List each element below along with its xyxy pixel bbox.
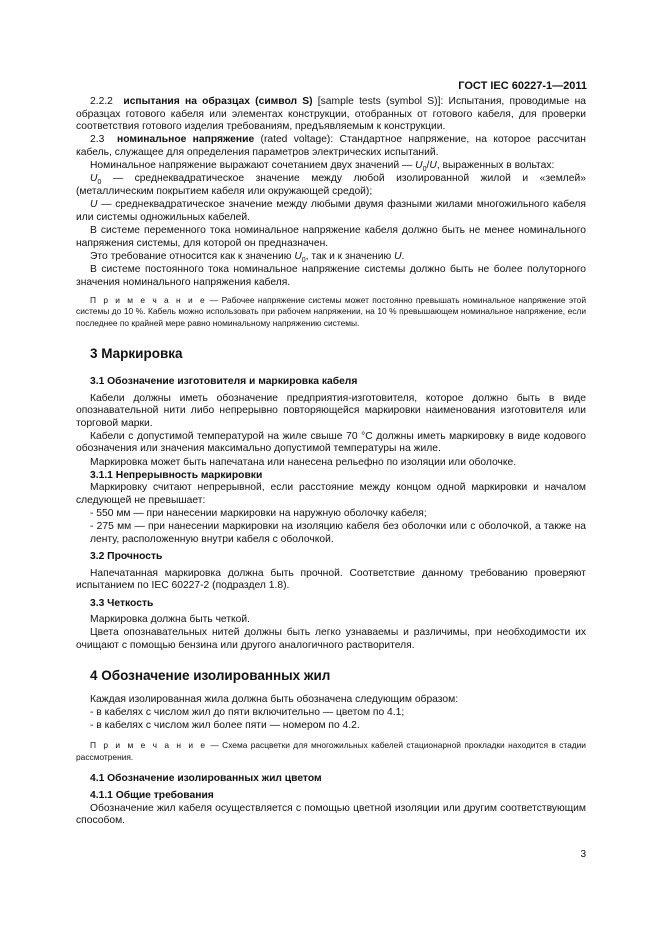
- body-text: [76, 96, 586, 829]
- clause-2-2-2: 2.2.2 испытания на образцах (символ S) [sample tests (symbol S)]: Испытания, проводимые на образцах готового кабеля или элементах конструкции, отобранных от готового кабеля, для проверки соответствия готового изделия требованиям, предъявляемым к конструкции.: [76, 96, 586, 133]
- list-item: - 275 мм — при нанесении маркировки на изоляцию кабеля без оболочки или с оболочкой, а также на ленту, расположенную внутри кабеля с оболочкой.: [90, 521, 586, 545]
- term-rated-voltage: номинальное напряжение: [116, 134, 255, 145]
- subsection-heading: 4.1.1 Общие требования: [90, 789, 214, 801]
- section-heading: 4 Обозначение изолированных жил: [90, 668, 331, 684]
- definition-u: U — среднеквадратическое значение между любыми двумя фазными жилами многожильного кабеля или системы одножильных кабелей.: [76, 199, 586, 223]
- paragraph: Обозначение жил кабеля осуществляется с помощью цветной изоляции или другим соответствующим способом.: [76, 802, 586, 827]
- note: П р и м е ч а н и е — Рабочее напряжение системы может постоянно превышать номинальное напряжение этой системы до 10 %. Кабель можно использовать при рабочем напряжении, на 10 % превышающем номинальное напряжение, если последнее по крайней мере равно номинальному напряжению системы.: [76, 295, 586, 328]
- paragraph: Номинальное напряжение выражают сочетанием двух значений — $U_0/U$, выраженных в вольтах:: [90, 160, 555, 174]
- paragraph: Кабели с допустимой температурой на жиле свыше 70 °С должны иметь маркировку в виде кодового обозначения или значения максимально допустимой температуры на жиле.: [76, 430, 586, 455]
- note: П р и м е ч а н и е — Схема расцветки для многожильных кабелей стационарной прокладки находится в стадии рассмотрения.: [76, 740, 586, 762]
- paragraph: Напечатанная маркировка должна быть прочной. Соответствие данному требованию проверяют испытанием по IEC 60227-2 (подраздел 1.8).: [76, 567, 586, 592]
- paragraph: Цвета опознавательных нитей должны быть легко узнаваемы и различимы, при необходимости их очищают с помощью бензина или другого аналогичного растворителя.: [76, 627, 586, 651]
- paragraph: Маркировка может быть напечатана или нанесена рельефно по изоляции или оболочке.: [90, 456, 517, 468]
- subsection-heading: 3.1.1 Непрерывность маркировки: [90, 469, 263, 481]
- paragraph: Маркировку считают непрерывной, если расстояние между концом одной маркировки и началом следующей не превышает:: [76, 482, 586, 506]
- term-sample-tests: испытания на образцах (символ S): [123, 96, 313, 107]
- clause-2-3: 2.3 номинальное напряжение (rated voltage): Стандартное напряжение, на которое рассчитан кабель, служащее для определения параметров электрических испытаний.: [76, 134, 586, 158]
- paragraph: Каждая изолированная жила должна быть обозначена следующим образом:: [90, 694, 459, 706]
- subsection-heading: 3.2 Прочность: [90, 551, 163, 563]
- page-number: 3: [580, 849, 586, 860]
- paragraph: Кабели должны иметь обозначение предприятия-изготовителя, которое должно быть в виде опознавательной нити либо непрерывно повторяющейся маркировки наименования изготовителя или торговой марки.: [76, 392, 586, 429]
- list-item: - в кабелях с числом жил более пяти — номером по 4.2.: [90, 720, 360, 732]
- standard-designation: ГОСТ IEC 60227-1—2011: [458, 80, 587, 92]
- paragraph: Это требование относится как к значению $U_0$, так и к значению U.: [90, 251, 405, 265]
- paragraph: Маркировка должна быть четкой.: [90, 614, 250, 626]
- subsection-heading: 4.1 Обозначение изолированных жил цветом: [90, 773, 322, 785]
- list-item: - 550 мм — при нанесении маркировки на наружную оболочку кабеля;: [90, 508, 427, 520]
- section-heading: 3 Маркировка: [90, 346, 183, 361]
- subsection-heading: 3.1 Обозначение изготовителя и маркировка кабеля: [90, 376, 358, 387]
- definition-u0: $U_0$ — среднеквадратическое значение между любой изолированной жилой и «землей» (металлическим покрытием кабеля или окружающей средой);: [76, 173, 586, 197]
- paragraph: В системе переменного тока номинальное напряжение кабеля должно быть не менее номинального напряжения системы, для которой он предназначен.: [76, 225, 586, 249]
- subsection-heading: 3.3 Четкость: [90, 597, 154, 609]
- list-item: - в кабелях с числом жил до пяти включительно — цветом по 4.1;: [90, 707, 405, 719]
- paragraph: В системе постоянного тока номинальное напряжение системы должно быть не более полуторного значения номинального напряжения кабеля.: [76, 264, 586, 288]
